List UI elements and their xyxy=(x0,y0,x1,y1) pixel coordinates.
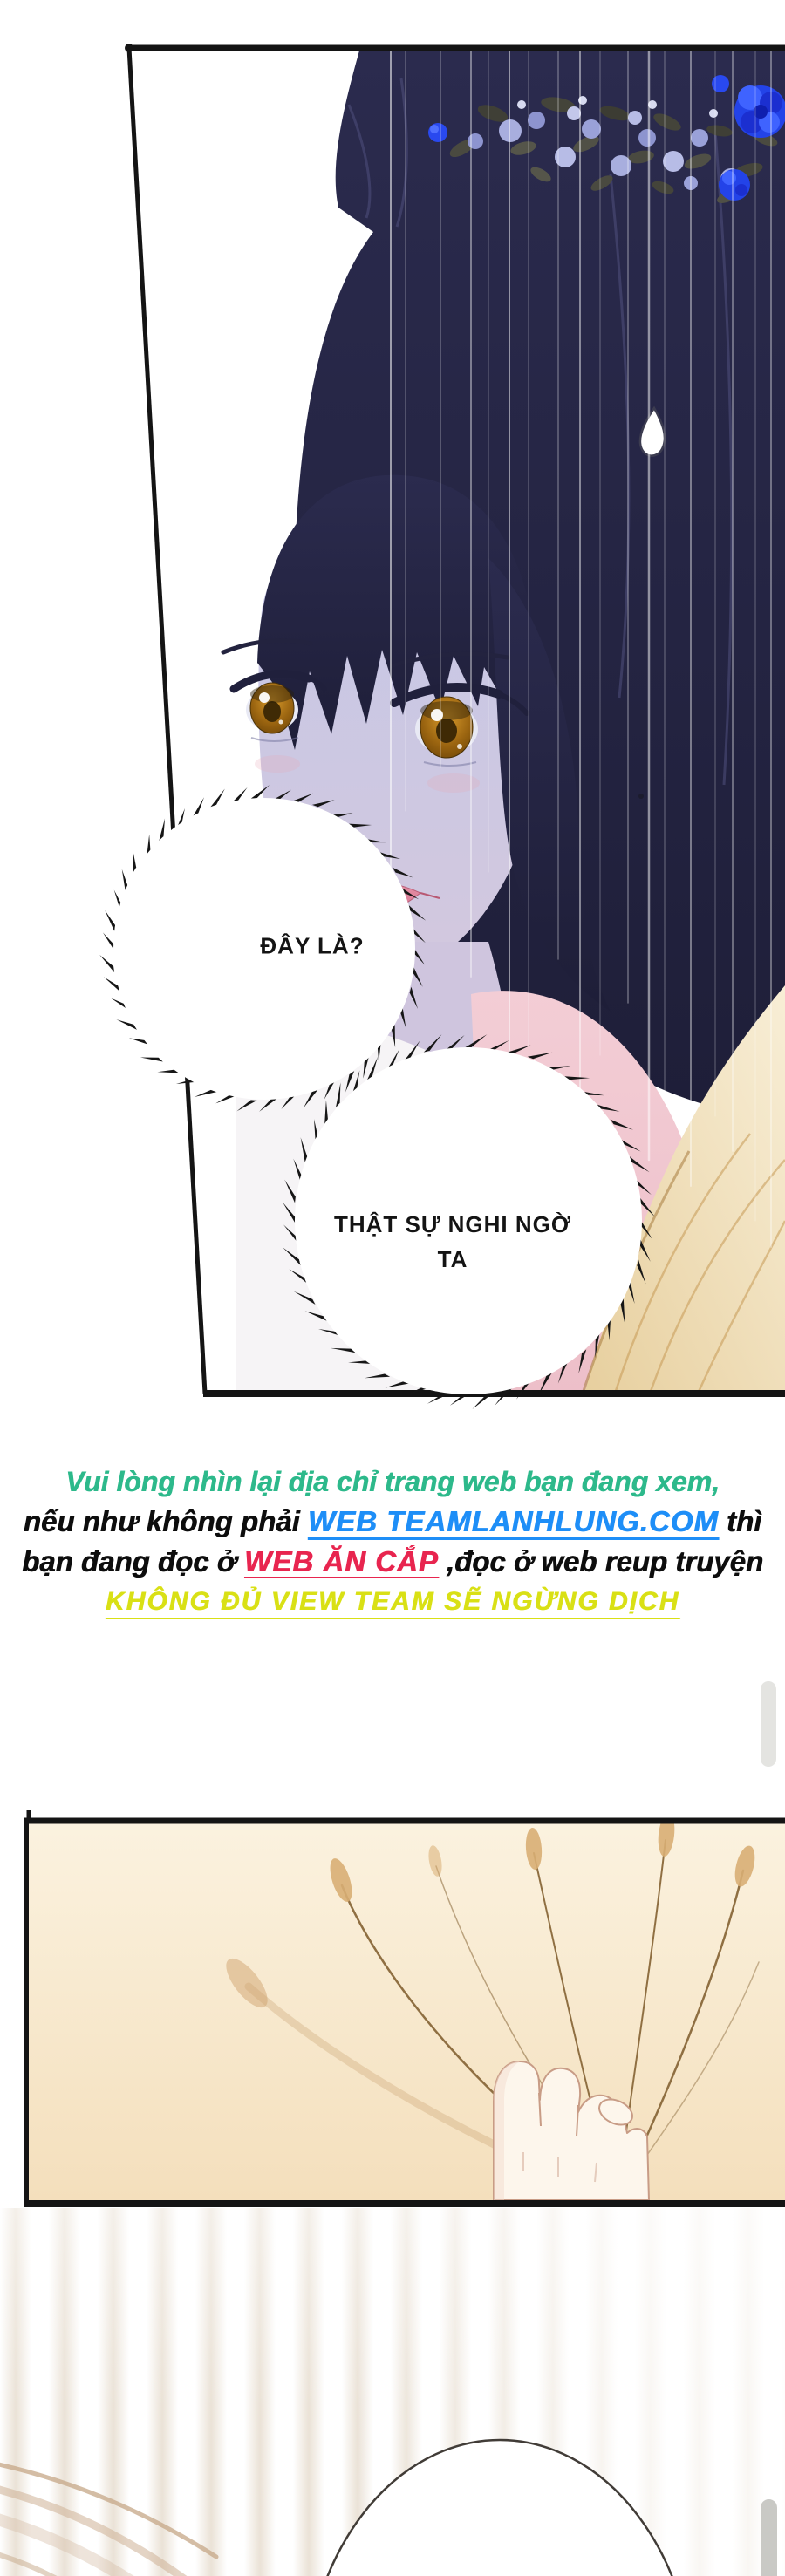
beauty-mark xyxy=(638,794,644,799)
panel-2-illustration xyxy=(0,1805,785,2208)
notice-line-3-prefix: bạn đang đọc ở xyxy=(21,1545,244,1578)
blush-left xyxy=(255,755,300,773)
scrollbar-thumb-upper[interactable] xyxy=(761,1681,776,1767)
speech-bubble-2-line-1: THẬT SỰ NGHI NGỜ xyxy=(333,1211,572,1237)
notice-line-3 xyxy=(0,1542,785,1582)
speech-bubble-2-text xyxy=(334,1207,571,1277)
notice-line-1: Vui lòng nhìn lại địa chỉ trang web bạn đang xem, xyxy=(65,1466,720,1497)
speech-bubble-1-text: ĐÂY LÀ? xyxy=(260,932,365,959)
notice-line-3-suffix: ,đọc ở web reup truyện xyxy=(438,1545,764,1578)
notice-line-2 xyxy=(0,1502,785,1542)
notice-line-2-prefix: nếu như không phải xyxy=(23,1505,308,1537)
panel-2-background xyxy=(29,1823,785,2200)
anti-piracy-notice xyxy=(0,1462,785,1622)
notice-line-2-suffix: thì xyxy=(718,1505,762,1537)
chair-arcs xyxy=(0,2461,216,2576)
team-site-link[interactable]: WEB TEAMLANHLUNG.COM xyxy=(307,1505,719,1537)
speech-bubble-3 xyxy=(304,2440,695,2576)
speech-bubble-2-line-2: TA xyxy=(437,1246,468,1272)
panel-3-overlay xyxy=(0,2208,785,2576)
scrollbar-thumb-lower[interactable] xyxy=(761,2499,777,2576)
pirate-site-label: WEB ĂN CẮP xyxy=(243,1545,439,1578)
panel-3-illustration xyxy=(0,2208,785,2576)
notice-line-4: KHÔNG ĐỦ VIEW TEAM SẼ NGỪNG DỊCH xyxy=(105,1587,680,1616)
